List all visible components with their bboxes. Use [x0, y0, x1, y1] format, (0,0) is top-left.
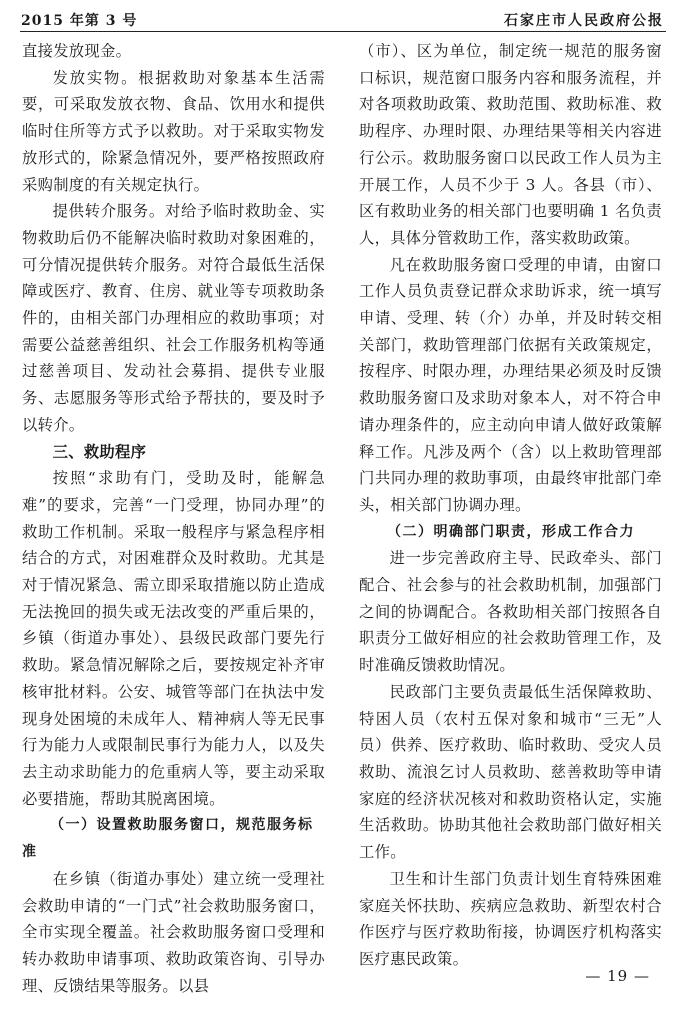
subsection-heading: （一）设置救助服务窗口，规范服务标准 [22, 817, 314, 861]
page-header [0, 0, 686, 34]
subsection-heading: （二）明确部门职责，形成工作合力 [387, 523, 635, 540]
publication-title: 石家庄市人民政府公报 [504, 13, 664, 29]
paragraph: （市）、区为单位，制定统一规范的服务窗口标识，规范窗口服务内容和服务流程，并对各项救助政策、救助范围、救助标准、救助程序、办理时限、办理结果等相关内容进行公示。救助服务窗口以民政工作人员为主开展工作，人员不少于 3 人。各县（市）、区有救助业务的相关部门也要明确 1 名负责人，具体分管救助工作，落实救助政策。 [359, 42, 662, 247]
paragraph: 凡在救助服务窗口受理的申请，由窗口工作人员负责登记群众求助诉求，统一填写申请、受理、转（介）办单，并及时转交相关部门，救助管理部门依据有关政策规定，按程序、时限办理，办理结果必须及时反馈救助服务窗口及求助对象本人，对不符合申请办理条件的，应主动向申请人做好政策解释工作。凡涉及两个（含）以上救助管理部门共同办理的救助事项，由最终审批部门牵头，相关部门协调办理。 [359, 255, 662, 514]
right-column [359, 38, 662, 973]
paragraph: 按照“求助有门，受助及时，能解急难”的要求，完善“一门受理，协同办理”的救助工作机制。采取一般程序与紧急程序相结合的方式，对困难群众及时救助。尤其是对于情况紧急、需立即采取措施以防止造成无法挽回的损失或无法改变的严重后果的，乡镇（街道办事处）、县级民政部门要先行救助。紧急情况解除之后，要按规定补齐审核审批材料。公安、城管等部门在执法中发现身处困境的未成年人、精神病人等无民事行为能力人或限制民事行为能力人，以及失去主动求助能力的危重病人等，要主动采取必要措施，帮助其脱离困境。 [22, 469, 325, 808]
paragraph: 进一步完善政府主导、民政牵头、部门配合、社会参与的社会救助机制，加强部门之间的协调配合。各救助相关部门按照各自职责分工做好相应的社会救助管理工作，及时准确反馈救助情况。 [359, 549, 662, 675]
issue-label: 2015 年第 3 号 [21, 13, 138, 29]
left-column [22, 38, 325, 999]
paragraph: 卫生和计生部门负责计划生育特殊困难家庭关怀扶助、疾病应急救助、新型农村合作医疗与医疗救助衔接，协调医疗机构落实医疗惠民政策。 [359, 869, 662, 968]
page-number: — 19 — [585, 967, 650, 985]
paragraph: 提供转介服务。对给予临时救助金、实物救助后仍不能解决临时救助对象困难的，可分情况提供转介服务。对符合最低生活保障或医疗、教育、住房、就业等专项救助条件的，由相关部门办理相应的救助事项；对需要公益慈善组织、社会工作服务机构等通过慈善项目、发动社会募捐、提供专业服务、志愿服务等形式给予帮扶的，要及时予以转介。 [22, 202, 325, 434]
paragraph: 发放实物。根据救助对象基本生活需要，可采取发放衣物、食品、饮用水和提供临时住所等方式予以救助。对于采取实物发放形式的，除紧急情况外，要严格按照政府采购制度的有关规定执行。 [22, 68, 325, 194]
paragraph: 在乡镇（街道办事处）建立统一受理社会救助申请的“一门式”社会救助服务窗口，全市实现全覆盖。社会救助服务窗口受理和转办救助申请事项、救助政策咨询、引导办理、反馈结果等服务。以县 [22, 869, 325, 995]
header-rule [20, 31, 666, 32]
paragraph: 直接发放现金。 [22, 42, 132, 60]
section-heading: 三、救助程序 [52, 442, 147, 461]
paragraph: 民政部门主要负责最低生活保障救助、特困人员（农村五保对象和城市“三无”人员）供养、医疗救助、临时救助、受灾人员救助、流浪乞讨人员救助、慈善救助等申请家庭的经济状况核对和救助资格认定，实施生活救助。协助其他社会救助部门做好相关工作。 [359, 682, 662, 862]
